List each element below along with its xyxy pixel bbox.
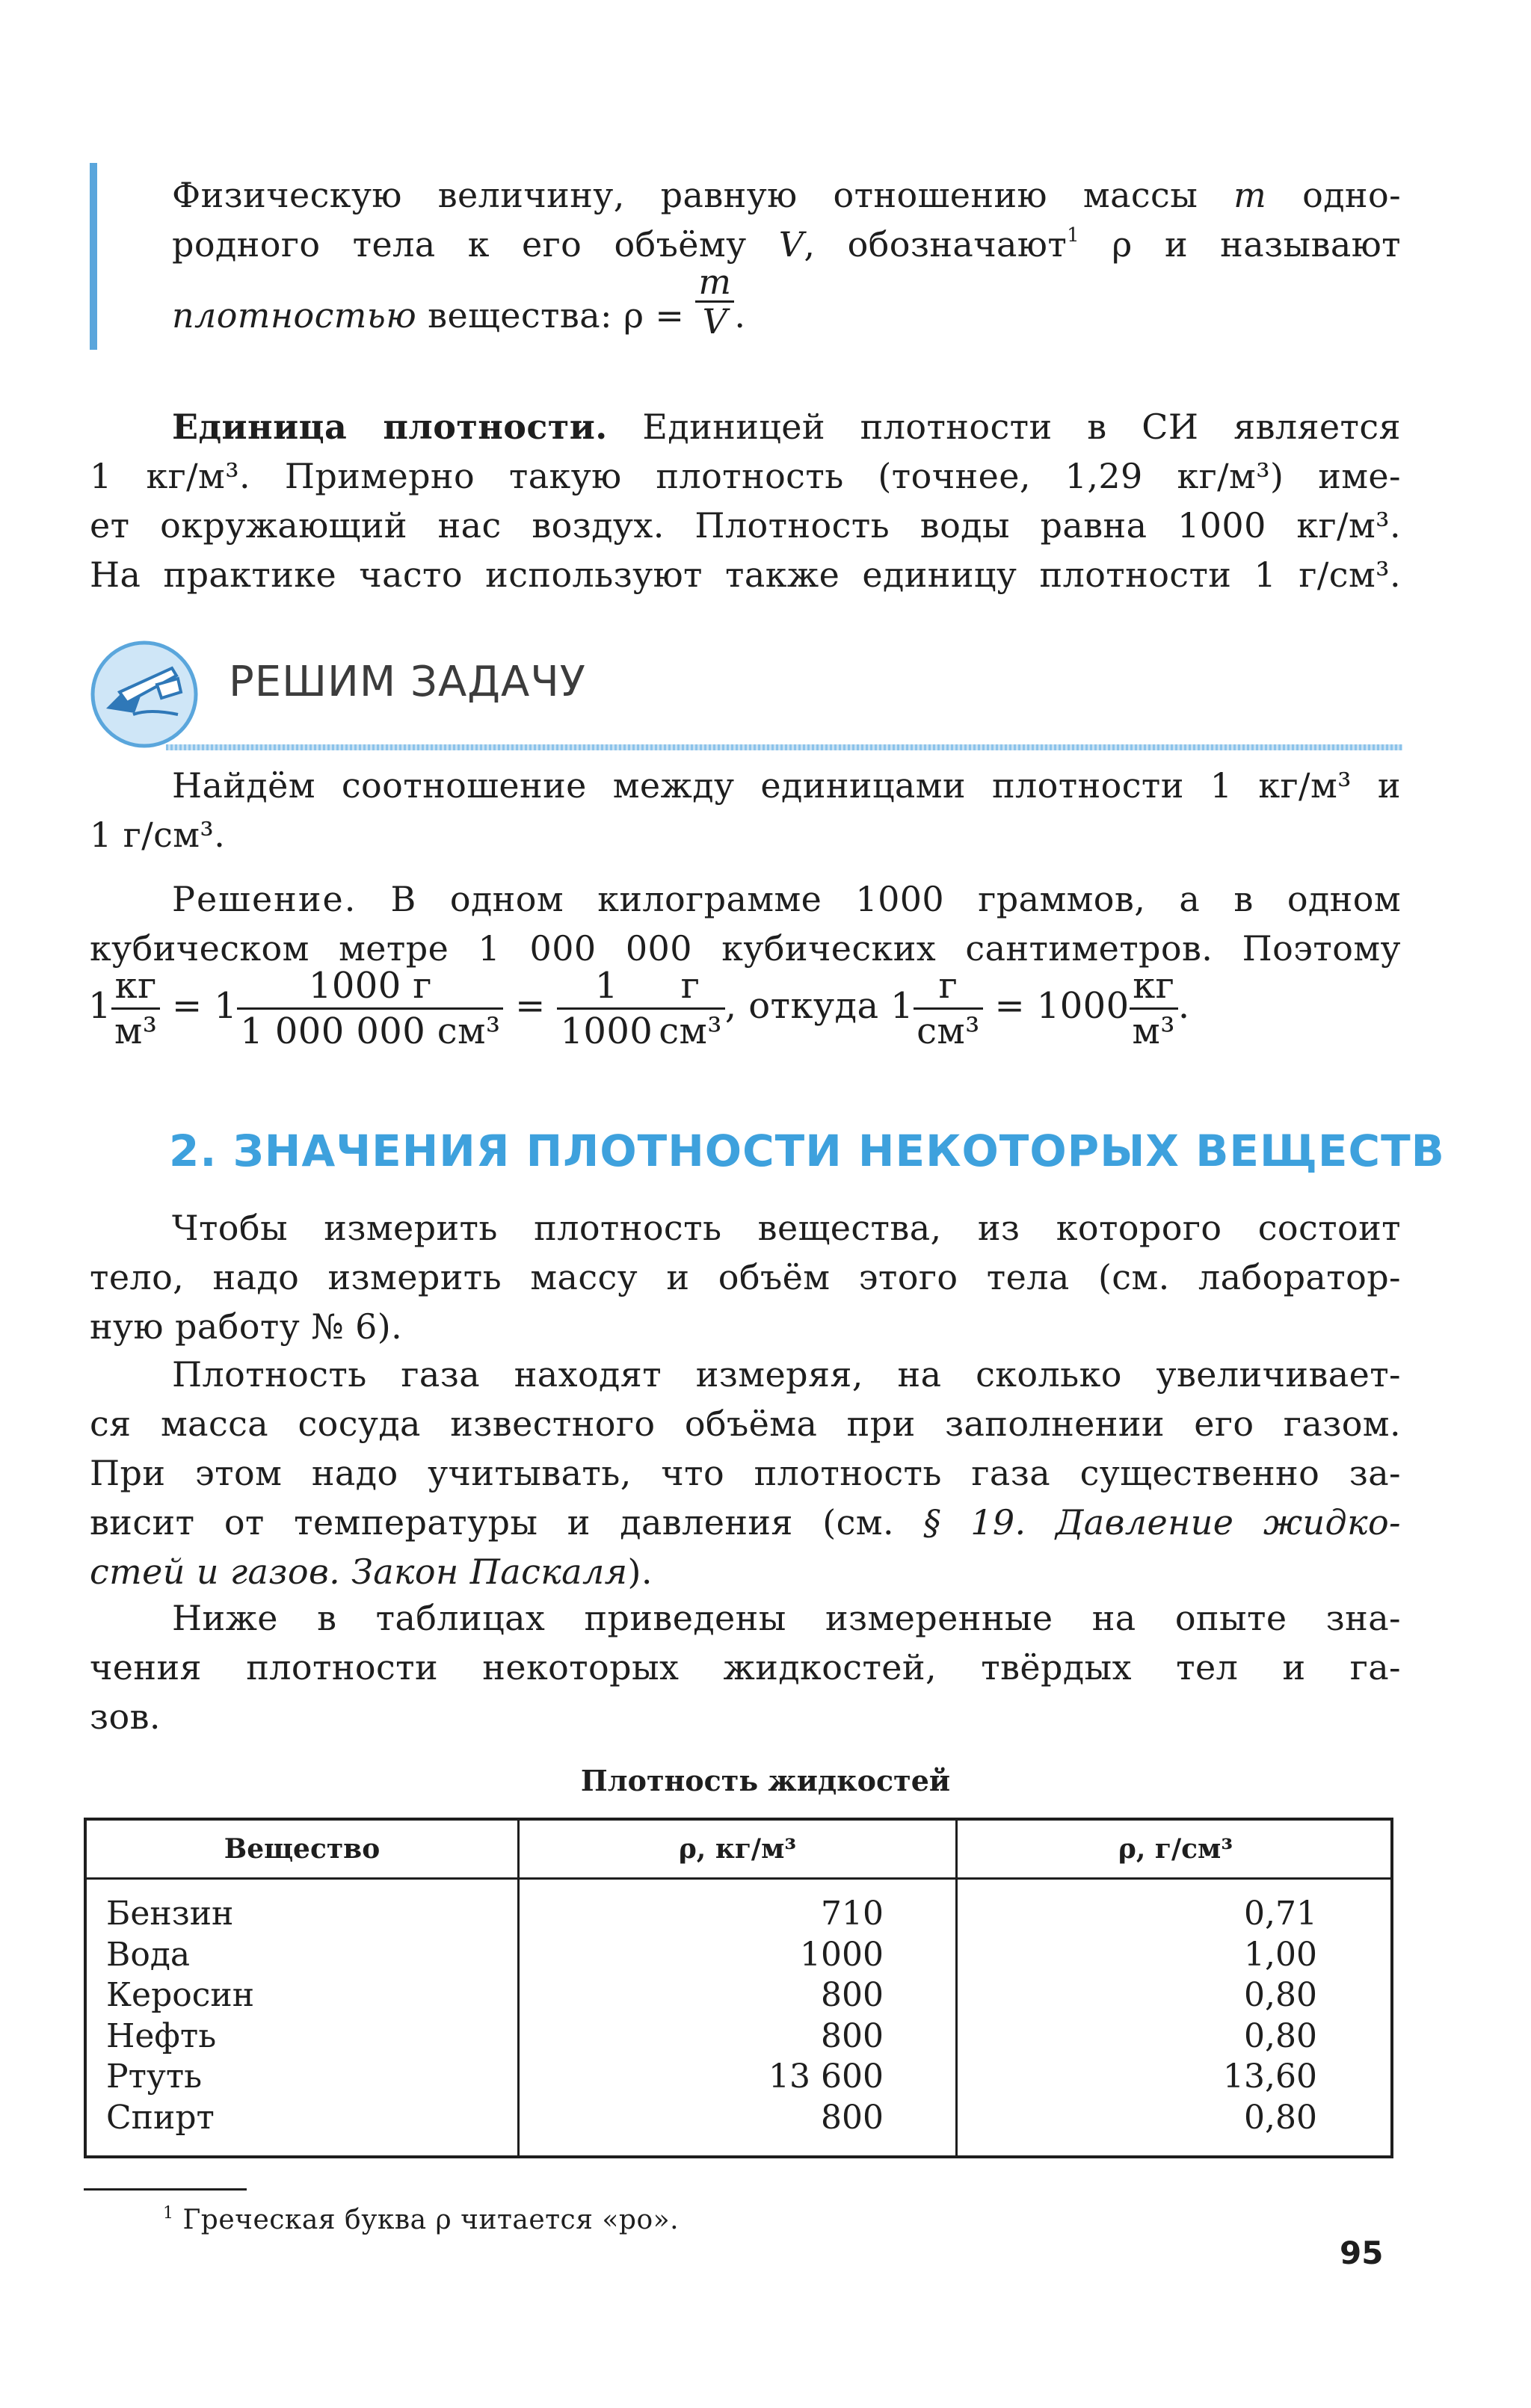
footnote: $^1$ Греческая буква ρ читается «ро». — [163, 2204, 680, 2235]
density-kg-column — [535, 1894, 884, 2138]
table-cell: Керосин — [106, 1976, 255, 2014]
table-caption: Плотность жидкостей — [580, 1764, 951, 1797]
section-title: 2. ЗНАЧЕНИЯ ПЛОТНОСТИ НЕКОТОРЫХ ВЕЩЕСТВ — [169, 1126, 1445, 1176]
task-title: РЕШИМ ЗАДАЧУ — [229, 658, 586, 706]
table-cell: 0,71 — [1244, 1895, 1317, 1933]
table-cell: Ртуть — [106, 2057, 203, 2096]
table-cell: 800 — [821, 2016, 884, 2055]
table-cell: 1000 — [800, 1935, 884, 1974]
unit-line-2: 1 кг/м³. Примерно такую плотность (точнее, 1,29 кг/м³) име- — [90, 456, 1401, 496]
header-density-kg: ρ, кг/м³ — [678, 1833, 797, 1865]
table-cell: 800 — [821, 1976, 884, 2014]
header-density-g: ρ, г/см³ — [1118, 1833, 1233, 1865]
table-cell: 0,80 — [1244, 2098, 1317, 2137]
table-cell: 13,60 — [1223, 2057, 1317, 2096]
unit-line-4: На практике часто используют также единицу плотности 1 г/см³. — [90, 555, 1401, 595]
task-divider — [166, 744, 1402, 750]
substance-column — [106, 1894, 480, 2138]
table-cell: 13 600 — [768, 2057, 884, 2096]
page-number: 95 — [1340, 2235, 1384, 2271]
table-cell: 0,80 — [1244, 2016, 1317, 2055]
footnote-divider — [84, 2188, 247, 2191]
table-cell: Спирт — [106, 2098, 215, 2137]
table-cell: 800 — [821, 2098, 884, 2137]
footnote-ref: 1 — [1067, 224, 1080, 247]
table-cell: Нефть — [106, 2016, 217, 2055]
solution-line-2: кубическом метре 1 000 000 кубических сантиметров. Поэтому — [90, 928, 1401, 969]
pen-writing-icon — [90, 640, 199, 749]
section-paragraph-1: Чтобы измерить плотность вещества, из которого состоит тело, надо измерить массу и объём этого тела (см. лаборатор- ную работу № 6). — [90, 1208, 1401, 1347]
section-paragraph-2: Плотность газа находят измеряя, на сколько увеличивает- ся масса сосуда известного объёма при заполнении его газом. При этом надо учитывать, что плотность газа существенно за- висит от температуры и давления (см. § 19. Давление жидко- стей и газов. Закон Паскаля). — [90, 1354, 1401, 1592]
table-cell: 0,80 — [1244, 1976, 1317, 2014]
unit-line-3: ет окружающий нас воздух. Плотность воды равна 1000 кг/м³. — [90, 505, 1401, 546]
density-formula: $\frac{m}{V}$ — [695, 263, 734, 340]
conversion-formula: 1 $\frac{кг}{\text{м³}}$ = 1 $\frac{1000 г}{\text{1 000 000 см³}}$ = $\frac{1}{1000}$ $\frac{г}{\text{см³}}$ , откуда 1 $\frac{г}{\text{см³}}$ = 1000 $\frac{кг}{\text{м³}}$ . — [88, 965, 1190, 1052]
table-cell: Бензин — [106, 1895, 234, 1933]
liquid-density-table — [84, 1818, 1393, 2158]
table-cell: Вода — [106, 1935, 191, 1974]
unit-line-1: Единица плотности. Единицей плотности в СИ является — [172, 407, 1401, 447]
header-substance: Вещество — [224, 1833, 381, 1865]
solution-line-1: Решение. В одном килограмме 1000 граммов, а в одном — [172, 879, 1401, 919]
definition-line-2: родного тела к его объёму V, обозначают$^1$ ρ и называют — [172, 224, 1401, 265]
task-solution — [90, 874, 1401, 973]
task-problem — [90, 761, 1401, 859]
problem-line-1: Найдём соотношение между единицами плотности 1 кг/м³ и — [172, 765, 1401, 806]
definition-line-1: Физическую величину, равную отношению массы m одно- — [172, 175, 1402, 215]
definition-block — [172, 170, 1401, 269]
term-density: плотностью — [172, 295, 417, 336]
table-cell: 1,00 — [1244, 1935, 1317, 1974]
section-paragraph-3: Ниже в таблицах приведены измеренные на опыте зна- чения плотности некоторых жидкостей, твёрдых тел и га- зов. — [90, 1598, 1401, 1737]
unit-paragraph — [90, 402, 1401, 599]
definition-accent-bar — [90, 163, 97, 350]
table-cell: 710 — [821, 1895, 884, 1933]
problem-line-2: 1 г/см³. — [90, 815, 226, 855]
definition-line-3: плотностью вещества: ρ = $\frac{m}{V}$ . — [172, 262, 746, 342]
density-g-column — [976, 1894, 1317, 2138]
